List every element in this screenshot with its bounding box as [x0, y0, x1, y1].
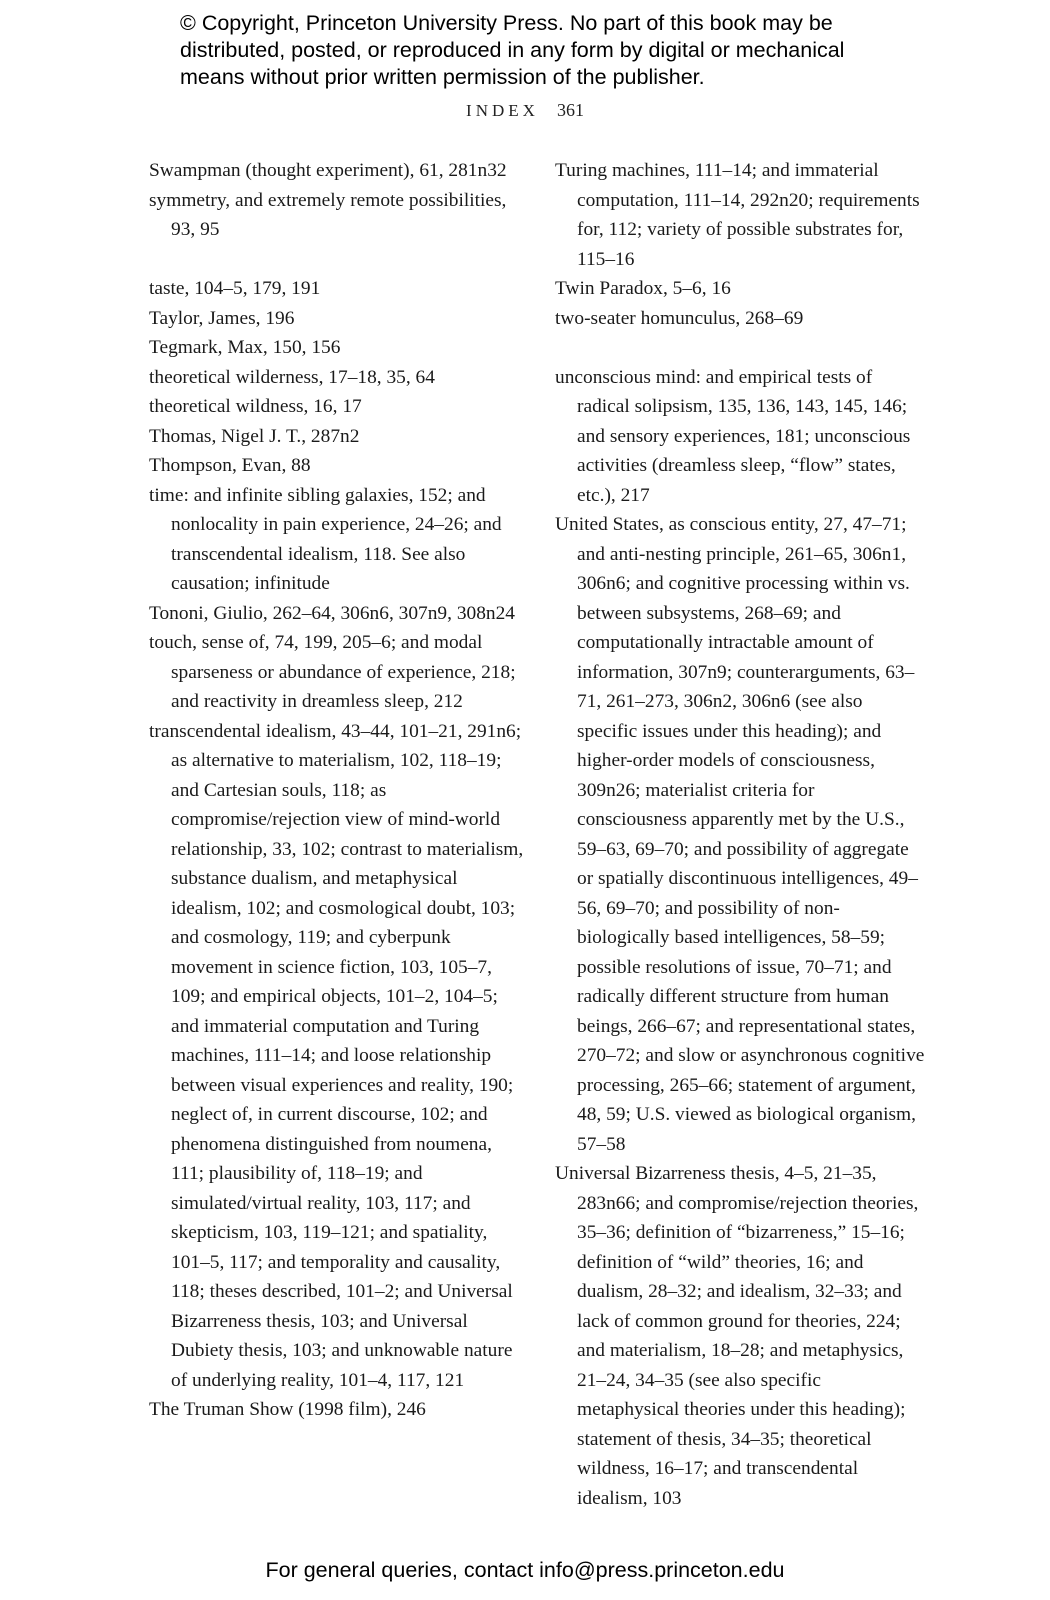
- index-entry: touch, sense of, 74, 199, 205–6; and modal sparseness or abundance of experience, 218; and reactivity in dreamless sleep, 212: [149, 632, 516, 712]
- index-entry: transcendental idealism, 43–44, 101–21, 291n6; as alternative to materialism, 102, 118–19; and Cartesian souls, 118; as compromise/rejection view of mind-world relationship, 33, 102; contrast to materialism, substance dualism, and metaphysical idealism, 102; and cosmological doubt, 103; and cosmology, 119; and cyberpunk movement in science fiction, 103, 105–7, 109; and empirical objects, 101–2, 104–5; and immaterial computation and Turing machines, 111–14; and loose relationship between visual experiences and reality, 190; neglect of, in current discourse, 102; and phenomena distinguished from noumena, 111; plausibility of, 118–19; and simulated/virtual reality, 103, 117; and skepticism, 103, 119–121; and spatiality, 101–5, 117; and temporality and causality, 118; theses described, 101–2; and Universal Bizarreness thesis, 103; and Universal Dubiety thesis, 103; and unknowable nature of underlying reality, 101–4, 117, 121: [149, 720, 524, 1391]
- page-number: 361: [556, 100, 584, 120]
- index-entry: Turing machines, 111–14; and immaterial computation, 111–14, 292n20; requirements for, 112; variety of possible substrates for, 115–16: [555, 160, 920, 270]
- index-column-left: [149, 156, 529, 1425]
- index-column-right: [555, 156, 927, 1513]
- index-entry: United States, as conscious entity, 27, 47–71; and anti-nesting principle, 261–65, 306n1, 306n6; and cognitive processing within vs. between subsystems, 268–69; and computationally intractable amount of information, 307n9; counterarguments, 63–71, 261–273, 306n2, 306n6 (see also specific issues under this heading); and higher-order models of consciousness, 309n26; materialist criteria for consciousness apparently met by the U.S., 59–63, 69–70; and possibility of aggregate or spatially discontinuous intelligences, 49–56, 69–70; and possibility of non-biologically based intelligences, 58–59; possible resolutions of issue, 70–71; and radically different structure from human beings, 266–67; and representational states, 270–72; and slow or asynchronous cognitive processing, 265–66; statement of argument, 48, 59; U.S. viewed as biological organism, 57–58: [555, 514, 925, 1155]
- index-entry: time: and infinite sibling galaxies, 152; and nonlocality in pain experience, 24–26; and transcendental idealism, 118. See also causation; infinitude: [149, 484, 502, 594]
- index-entry: symmetry, and extremely remote possibilities, 93, 95: [149, 189, 507, 240]
- footer-contact: For general queries, contact info@press.princeton.edu: [265, 1558, 785, 1582]
- index-entry: Thomas, Nigel J. T., 287n2: [149, 425, 360, 447]
- index-entry: Tegmark, Max, 150, 156: [149, 337, 341, 358]
- index-entry: Swampman (thought experiment), 61, 281n32: [149, 160, 507, 181]
- index-entry: Universal Bizarreness thesis, 4–5, 21–35, 283n66; and compromise/rejection theories, 35–36; definition of “bizarreness,” 15–16; definition of “wild” theories, 16; and dualism, 28–32; and idealism, 32–33; and lack of common ground for theories, 224; and materialism, 18–28; and metaphysics, 21–24, 34–35 (see also specific metaphysical theories under this heading); statement of thesis, 34–35; theoretical wildness, 16–17; and transcendental idealism, 103: [555, 1163, 919, 1509]
- index-entry: theoretical wildness, 16, 17: [149, 396, 362, 417]
- running-head-title: INDEX: [466, 101, 539, 120]
- running-head: [0, 100, 1050, 121]
- index-entry: Twin Paradox, 5–6, 16: [555, 278, 731, 299]
- letter-group-gap: [149, 245, 529, 275]
- letter-group-gap: [555, 333, 927, 363]
- index-entry: The Truman Show (1998 film), 246: [149, 1399, 426, 1420]
- index-entry: Tononi, Giulio, 262–64, 306n6, 307n9, 308n24: [149, 602, 515, 624]
- index-entry: taste, 104–5, 179, 191: [149, 278, 321, 299]
- index-entry: theoretical wilderness, 17–18, 35, 64: [149, 366, 435, 388]
- index-entry: Taylor, James, 196: [149, 307, 295, 329]
- index-entry: Thompson, Evan, 88: [149, 455, 311, 476]
- index-entry: two-seater homunculus, 268–69: [555, 307, 804, 329]
- copyright-notice: © Copyright, Princeton University Press. No part of this book may be distributed, posted, or reproduced in any form by digital or mechanical means without prior written permission of the publisher.: [180, 11, 845, 89]
- index-entry: unconscious mind: and empirical tests of radical solipsism, 135, 136, 143, 145, 146; and sensory experiences, 181; unconscious activities (dreamless sleep, “flow” states, etc.), 217: [555, 366, 911, 506]
